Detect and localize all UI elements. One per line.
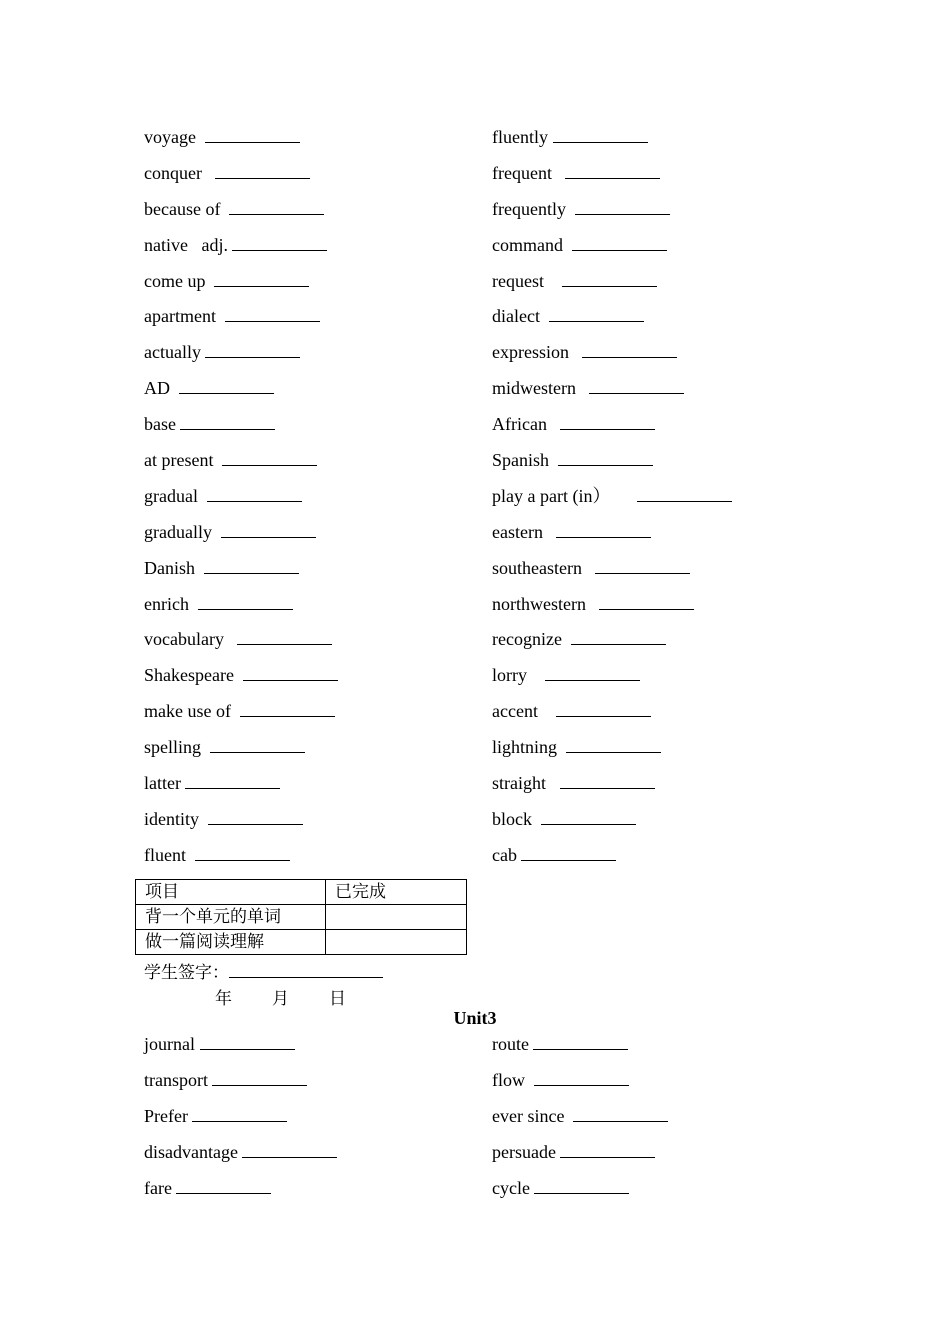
unit-title: Unit3 — [453, 1008, 497, 1028]
vocab-row: straight — [492, 772, 732, 808]
answer-blank[interactable] — [232, 235, 327, 251]
answer-blank[interactable] — [192, 1106, 287, 1122]
answer-blank[interactable] — [556, 522, 651, 538]
vocab-column-left — [144, 126, 338, 880]
vocab-row: fluently — [492, 126, 732, 162]
vocab-row: gradually — [144, 521, 338, 557]
vocab-row: accent — [492, 700, 732, 736]
answer-blank[interactable] — [200, 1034, 295, 1050]
answer-blank[interactable] — [229, 199, 324, 215]
answer-blank[interactable] — [205, 342, 300, 358]
answer-blank[interactable] — [214, 271, 309, 287]
vocab-row: route — [492, 1033, 668, 1069]
table-row — [136, 930, 467, 955]
answer-blank[interactable] — [589, 378, 684, 394]
answer-blank[interactable] — [243, 665, 338, 681]
answer-blank[interactable] — [198, 594, 293, 610]
answer-blank[interactable] — [566, 737, 661, 753]
completion-cell[interactable] — [326, 930, 467, 955]
vocab-row: latter — [144, 772, 338, 808]
answer-blank[interactable] — [560, 414, 655, 430]
answer-blank[interactable] — [571, 629, 666, 645]
vocab-row: spelling — [144, 736, 338, 772]
answer-blank[interactable] — [558, 450, 653, 466]
answer-blank[interactable] — [179, 378, 274, 394]
vocab-row: gradual — [144, 485, 338, 521]
vocab-row: Spanish — [492, 449, 732, 485]
vocab-row: midwestern — [492, 377, 732, 413]
unit3-column-right — [492, 1033, 668, 1212]
vocab-column-right — [492, 126, 732, 880]
answer-blank[interactable] — [221, 522, 316, 538]
vocab-row: disadvantage — [144, 1141, 337, 1177]
vocab-row: frequently — [492, 198, 732, 234]
answer-blank[interactable] — [180, 414, 275, 430]
answer-blank[interactable] — [556, 701, 651, 717]
answer-blank[interactable] — [521, 845, 616, 861]
vocab-row: base — [144, 413, 338, 449]
vocab-row: transport — [144, 1069, 337, 1105]
answer-blank[interactable] — [573, 1106, 668, 1122]
vocab-row: request — [492, 270, 732, 306]
answer-blank[interactable] — [242, 1142, 337, 1158]
answer-blank[interactable] — [212, 1070, 307, 1086]
answer-blank[interactable] — [534, 1178, 629, 1194]
answer-blank[interactable] — [225, 306, 320, 322]
vocab-row: fare — [144, 1177, 337, 1213]
vocab-row: eastern — [492, 521, 732, 557]
student-signature — [144, 958, 383, 983]
signature-label: 学生签字： — [144, 963, 229, 983]
vocab-row: cycle — [492, 1177, 668, 1213]
answer-blank[interactable] — [560, 1142, 655, 1158]
date-month-label: 月 — [272, 989, 289, 1009]
vocab-row: identity — [144, 808, 338, 844]
answer-blank[interactable] — [637, 486, 732, 502]
vocab-row: block — [492, 808, 732, 844]
vocab-row: command — [492, 234, 732, 270]
vocab-row: conquer — [144, 162, 338, 198]
answer-blank[interactable] — [534, 1070, 629, 1086]
vocab-row: lorry — [492, 664, 732, 700]
vocab-row: African — [492, 413, 732, 449]
answer-blank[interactable] — [572, 235, 667, 251]
date-line — [215, 984, 386, 1009]
progress-checklist-table — [135, 879, 467, 955]
completion-cell[interactable] — [326, 905, 467, 930]
vocab-row: fluent — [144, 844, 338, 880]
answer-blank[interactable] — [207, 486, 302, 502]
vocab-row: persuade — [492, 1141, 668, 1177]
answer-blank[interactable] — [176, 1178, 271, 1194]
vocab-row: native adj. — [144, 234, 338, 270]
table-row — [136, 905, 467, 930]
answer-blank[interactable] — [204, 558, 299, 574]
answer-blank[interactable] — [210, 737, 305, 753]
vocab-row: Shakespeare — [144, 664, 338, 700]
vocab-row: voyage — [144, 126, 338, 162]
date-day-label: 日 — [329, 989, 346, 1009]
answer-blank[interactable] — [240, 701, 335, 717]
vocab-row: frequent — [492, 162, 732, 198]
answer-blank[interactable] — [595, 558, 690, 574]
vocab-row: vocabulary — [144, 628, 338, 664]
answer-blank[interactable] — [575, 199, 670, 215]
answer-blank[interactable] — [185, 773, 280, 789]
vocab-row: Prefer — [144, 1105, 337, 1141]
table-cell: 做一篇阅读理解 — [136, 930, 326, 955]
table-cell: 项目 — [136, 880, 326, 905]
vocab-row: come up — [144, 270, 338, 306]
answer-blank[interactable] — [545, 665, 640, 681]
vocab-row: cab — [492, 844, 732, 880]
answer-blank[interactable] — [222, 450, 317, 466]
vocab-row: journal — [144, 1033, 337, 1069]
answer-blank[interactable] — [599, 594, 694, 610]
vocab-row: make use of — [144, 700, 338, 736]
vocab-row: southeastern — [492, 557, 732, 593]
answer-blank[interactable] — [208, 809, 303, 825]
answer-blank[interactable] — [565, 163, 660, 179]
table-cell: 已完成 — [326, 880, 467, 905]
answer-blank[interactable] — [533, 1034, 628, 1050]
vocab-row: actually — [144, 341, 338, 377]
table-cell: 背一个单元的单词 — [136, 905, 326, 930]
answer-blank[interactable] — [205, 127, 300, 143]
answer-blank[interactable] — [553, 127, 648, 143]
vocab-row: play a part (in） — [492, 485, 732, 521]
vocab-row: ever since — [492, 1105, 668, 1141]
vocab-row: lightning — [492, 736, 732, 772]
vocab-row: Danish — [144, 557, 338, 593]
answer-blank[interactable] — [195, 845, 290, 861]
vocab-row: dialect — [492, 305, 732, 341]
unit3-column-left — [144, 1033, 337, 1212]
date-year-label: 年 — [215, 989, 232, 1009]
vocab-row: enrich — [144, 593, 338, 629]
answer-blank[interactable] — [549, 306, 644, 322]
answer-blank[interactable] — [215, 163, 310, 179]
vocab-row: at present — [144, 449, 338, 485]
table-header-row — [136, 880, 467, 905]
answer-blank[interactable] — [582, 342, 677, 358]
vocab-row: apartment — [144, 305, 338, 341]
vocab-row: because of — [144, 198, 338, 234]
answer-blank[interactable] — [541, 809, 636, 825]
vocab-row: AD — [144, 377, 338, 413]
vocab-row: recognize — [492, 628, 732, 664]
vocab-row: flow — [492, 1069, 668, 1105]
vocab-row: expression — [492, 341, 732, 377]
vocab-row: northwestern — [492, 593, 732, 629]
answer-blank[interactable] — [560, 773, 655, 789]
answer-blank[interactable] — [237, 629, 332, 645]
answer-blank[interactable] — [562, 271, 657, 287]
signature-blank[interactable] — [229, 959, 383, 978]
